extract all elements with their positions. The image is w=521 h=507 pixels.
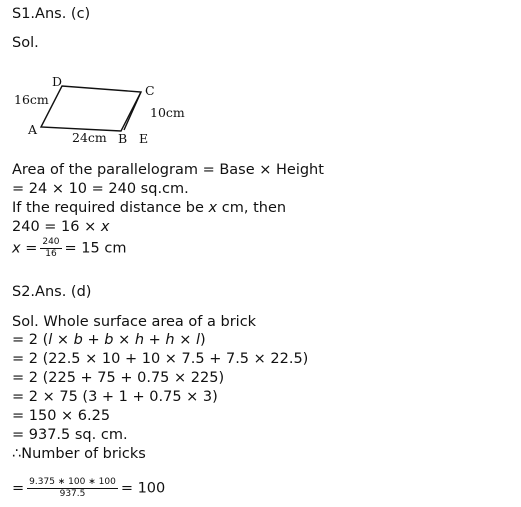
label-e: E [139,131,149,146]
s1-distance-statement: If the required distance be x cm, then [12,200,287,216]
parallelogram-figure [0,68,200,148]
s2-step-2: = 2 (225 + 75 + 0.75 × 225) [12,370,225,386]
side-ce-label: 10cm [150,105,185,120]
label-a: A [28,122,38,137]
s2-step-5: = 937.5 sq. cm. [12,427,128,443]
s1-sol-label: Sol. [12,35,39,51]
side-ad-label: 16cm [14,92,49,107]
label-c: C [145,83,155,98]
height-line [124,92,141,130]
s1-area-formula: Area of the parallelogram = Base × Height [12,162,324,178]
label-b: B [118,131,128,146]
s2-bricks-label: ∴Number of bricks [12,446,146,462]
s2-sol-label: Sol. Whole surface area of a brick [12,314,257,330]
s1-heading: S1.Ans. (c) [12,6,91,22]
s2-bricks-calc: = $\frac{9.375 ∗ 100 ∗ 100}{937.5}$ = 100 [12,477,166,499]
s2-fraction: $\frac{9.375 ∗ 100 ∗ 100}{937.5}$ [29,477,116,499]
s1-equation: 240 = 16 × x [12,219,110,235]
s2-step-1: = 2 (22.5 × 10 + 10 × 7.5 + 7.5 × 22.5) [12,351,309,367]
s2-step-4: = 150 × 6.25 [12,408,111,424]
side-ab-label: 24cm [72,130,107,145]
s1-fraction: $\frac{240}{16}$ [42,237,60,259]
s2-heading: S2.Ans. (d) [12,284,92,300]
s2-step-3: = 2 × 75 (3 + 1 + 0.75 × 3) [12,389,218,405]
label-d: D [52,74,63,89]
s1-area-calc: = 24 × 10 = 240 sq.cm. [12,181,189,197]
s1-solution: x = $\frac{240}{16}$ = 15 cm [12,237,127,259]
s2-formula: = 2 (l × b + b × h + h × l) [12,332,206,348]
